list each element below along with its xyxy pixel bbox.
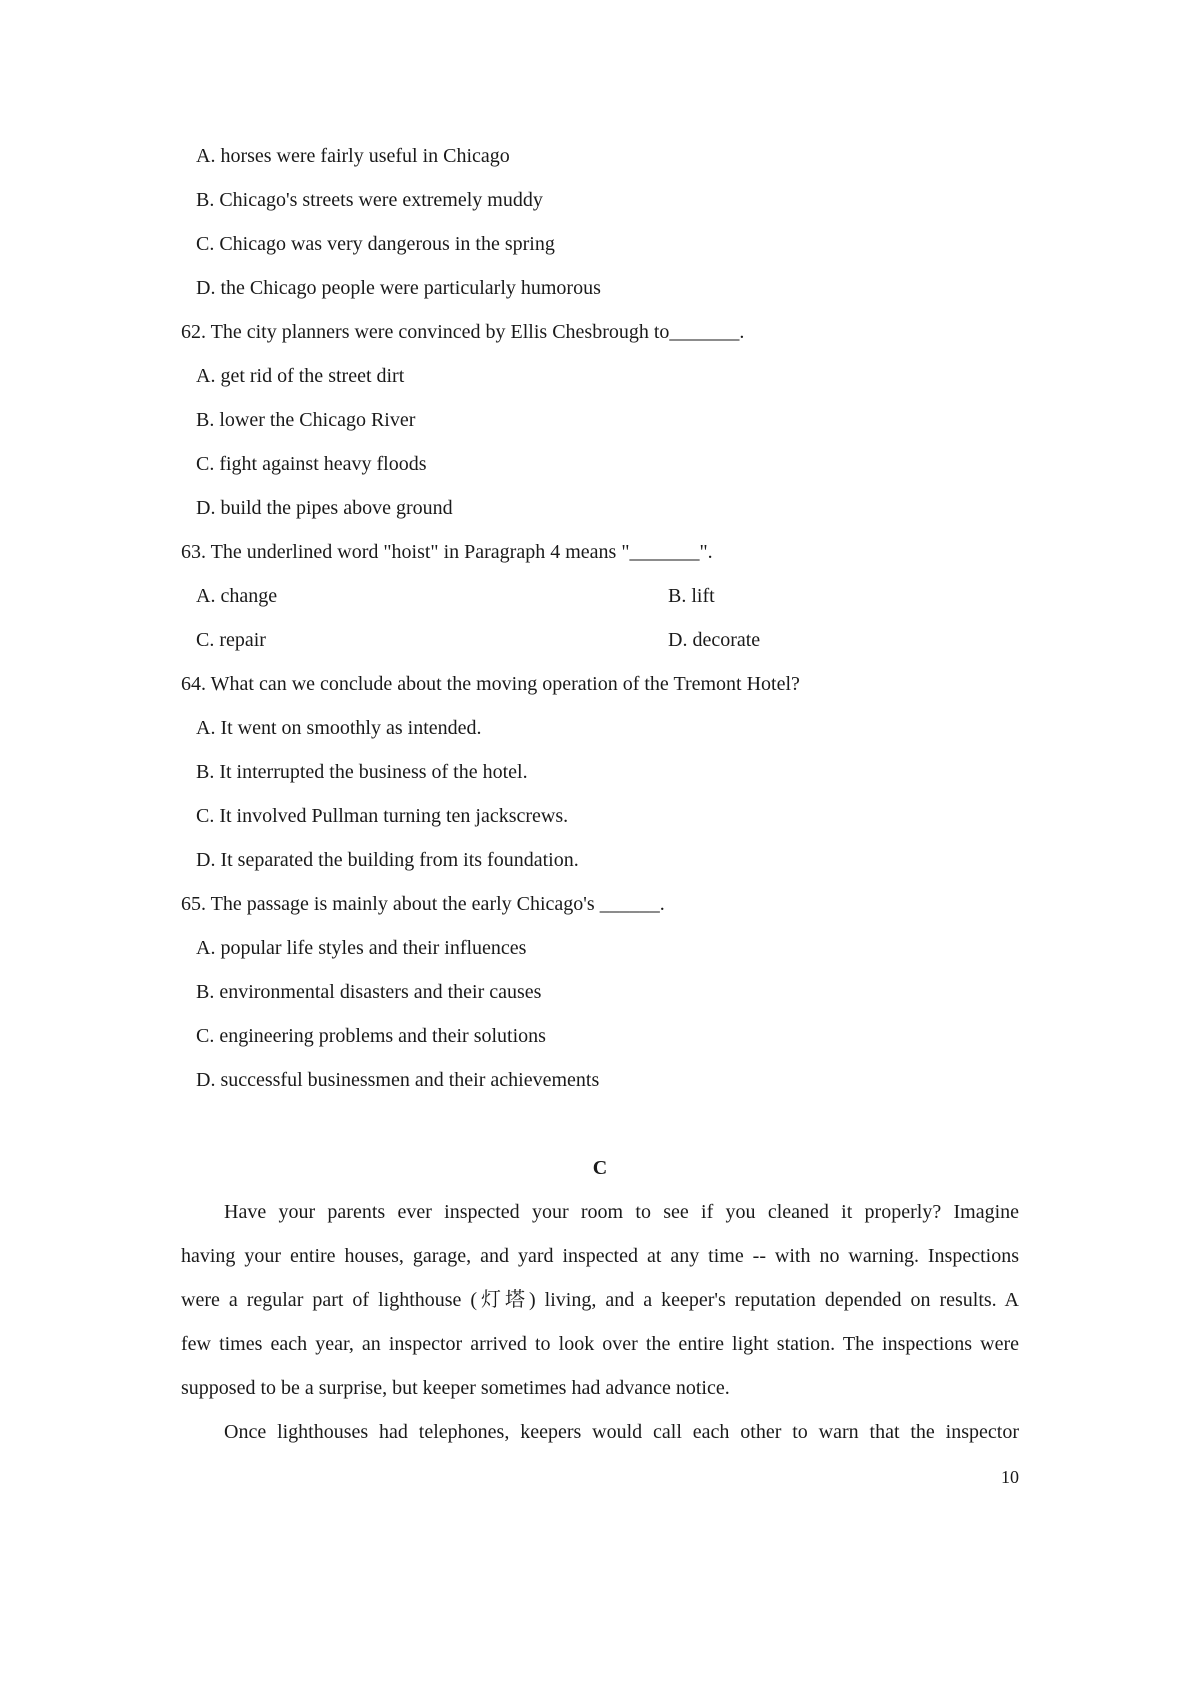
q65-option-d: D. successful businessmen and their achievements	[196, 1069, 600, 1091]
section-heading: C	[592, 1157, 608, 1179]
q63-stem: 63. The underlined word "hoist" in Paragraph 4 means "_______".	[181, 541, 713, 563]
q63-option-a: A. change	[196, 585, 278, 607]
q62-option-a: A. get rid of the street dirt	[196, 365, 405, 387]
paragraph-line: supposed to be a surprise, but keeper sometimes had advance notice.	[181, 1377, 730, 1399]
page-number: 10	[1001, 1467, 1019, 1487]
q61-option-c: C. Chicago was very dangerous in the spring	[196, 233, 555, 255]
q61-option-a: A. horses were fairly useful in Chicago	[196, 145, 510, 167]
q64-option-b: B. It interrupted the business of the hotel.	[196, 761, 528, 783]
q62-option-b: B. lower the Chicago River	[196, 409, 416, 431]
q62-option-c: C. fight against heavy floods	[196, 453, 427, 475]
paragraph-line: were a regular part of lighthouse (灯塔) living, and a keeper's reputation depended on results. A	[181, 1289, 1019, 1311]
q63-option-b: B. lift	[668, 585, 715, 607]
q63-option-c: C. repair	[196, 629, 266, 651]
q63-option-d: D. decorate	[668, 629, 761, 651]
paragraph-line: having your entire houses, garage, and yard inspected at any time -- with no warning. Inspections	[181, 1245, 1019, 1267]
q65-option-b: B. environmental disasters and their causes	[196, 981, 542, 1003]
q64-option-a: A. It went on smoothly as intended.	[196, 717, 482, 739]
q65-stem: 65. The passage is mainly about the early Chicago's ______.	[181, 893, 665, 915]
q65-option-a: A. popular life styles and their influences	[196, 937, 527, 959]
q64-stem: 64. What can we conclude about the moving operation of the Tremont Hotel?	[181, 673, 800, 695]
q62-stem: 62. The city planners were convinced by Ellis Chesbrough to_______.	[181, 321, 745, 343]
q61-option-b: B. Chicago's streets were extremely muddy	[196, 189, 543, 211]
q64-option-d: D. It separated the building from its foundation.	[196, 849, 579, 871]
paragraph-line: Once lighthouses had telephones, keepers would call each other to warn that the inspector	[224, 1421, 1019, 1443]
paragraph-line: Have your parents ever inspected your room to see if you cleaned it properly? Imagine	[224, 1201, 1019, 1223]
paragraph-line: few times each year, an inspector arrived to look over the entire light station. The inspections were	[181, 1333, 1019, 1355]
q61-option-d: D. the Chicago people were particularly humorous	[196, 277, 601, 299]
q65-option-c: C. engineering problems and their solutions	[196, 1025, 546, 1047]
q64-option-c: C. It involved Pullman turning ten jackscrews.	[196, 805, 569, 827]
q62-option-d: D. build the pipes above ground	[196, 497, 453, 519]
